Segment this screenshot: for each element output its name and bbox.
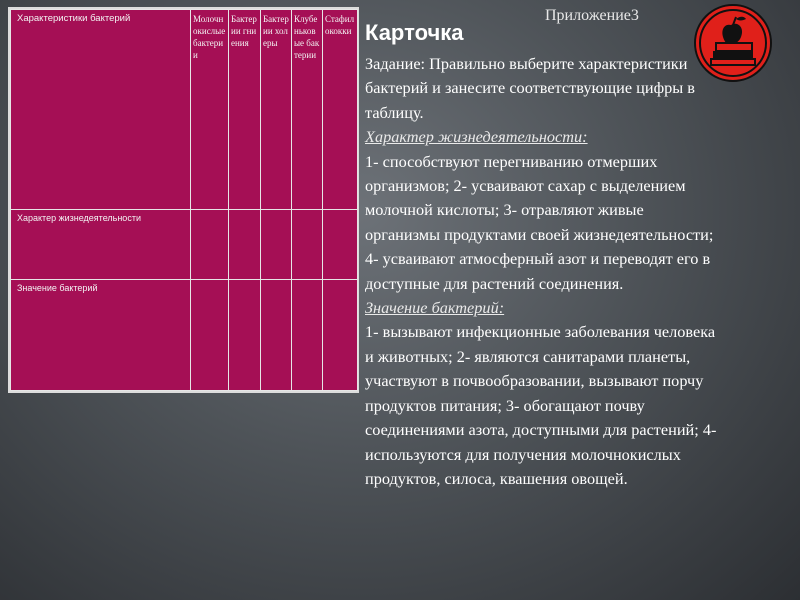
table-cell[interactable] <box>292 280 323 391</box>
table-cell[interactable] <box>229 280 261 391</box>
row-label-life-activity: Характер жизнедеятельности <box>11 210 191 280</box>
significance-text: 1- вызывают инфекционные заболевания человека и животных; 2- являются санитарами планеты, участвуют в почвообразовании, вызывают порчу продуктов питания; 3- обогащают почву соединениями азота, доступными для растений; 4- используются для получения молочнокислых продуктов, силоса, квашения овощей. <box>365 322 717 488</box>
column-putrefaction-bacteria: Бактерии гниения <box>229 10 261 210</box>
header-characteristics: Характеристики бактерий <box>11 10 191 210</box>
row-label-significance: Значение бактерий <box>11 280 191 391</box>
appendix-label: Приложение3 <box>545 7 639 24</box>
heading-significance: Значение бактерий: <box>365 298 505 318</box>
bacteria-grid <box>10 9 358 391</box>
table-cell[interactable] <box>323 210 358 280</box>
table-cell[interactable] <box>191 210 229 280</box>
table-cell[interactable] <box>191 280 229 391</box>
column-lactic-bacteria: Молочнокислые бактерии <box>191 10 229 210</box>
table-cell[interactable] <box>229 210 261 280</box>
column-staphylococci: Стафилококки <box>323 10 358 210</box>
column-cholera-bacteria: Бактерии холеры <box>261 10 292 210</box>
heading-life-activity: Характер жизнедеятельности: <box>365 127 588 147</box>
table-cell[interactable] <box>323 280 358 391</box>
column-nodule-bacteria: Клубеньковые бактерии <box>292 10 323 210</box>
task-text: Задание: Правильно выберите характеристики бактерий и занесите соответствующие цифры в таблицу. <box>365 54 695 122</box>
bacteria-table <box>8 7 359 393</box>
life-activity-text: 1- способствуют перегниванию отмерших организмов; 2- усваивают сахар с выделением молочной кислоты; 3- отравляют живые организмы продуктами своей жизнедеятельности; 4- усваивают атмосферный азот и переводят его в доступные для растений соединения. <box>365 151 714 293</box>
table-cell[interactable] <box>261 210 292 280</box>
card-title: Карточка <box>365 20 464 45</box>
table-cell[interactable] <box>292 210 323 280</box>
table-cell[interactable] <box>261 280 292 391</box>
card-body <box>365 52 720 491</box>
